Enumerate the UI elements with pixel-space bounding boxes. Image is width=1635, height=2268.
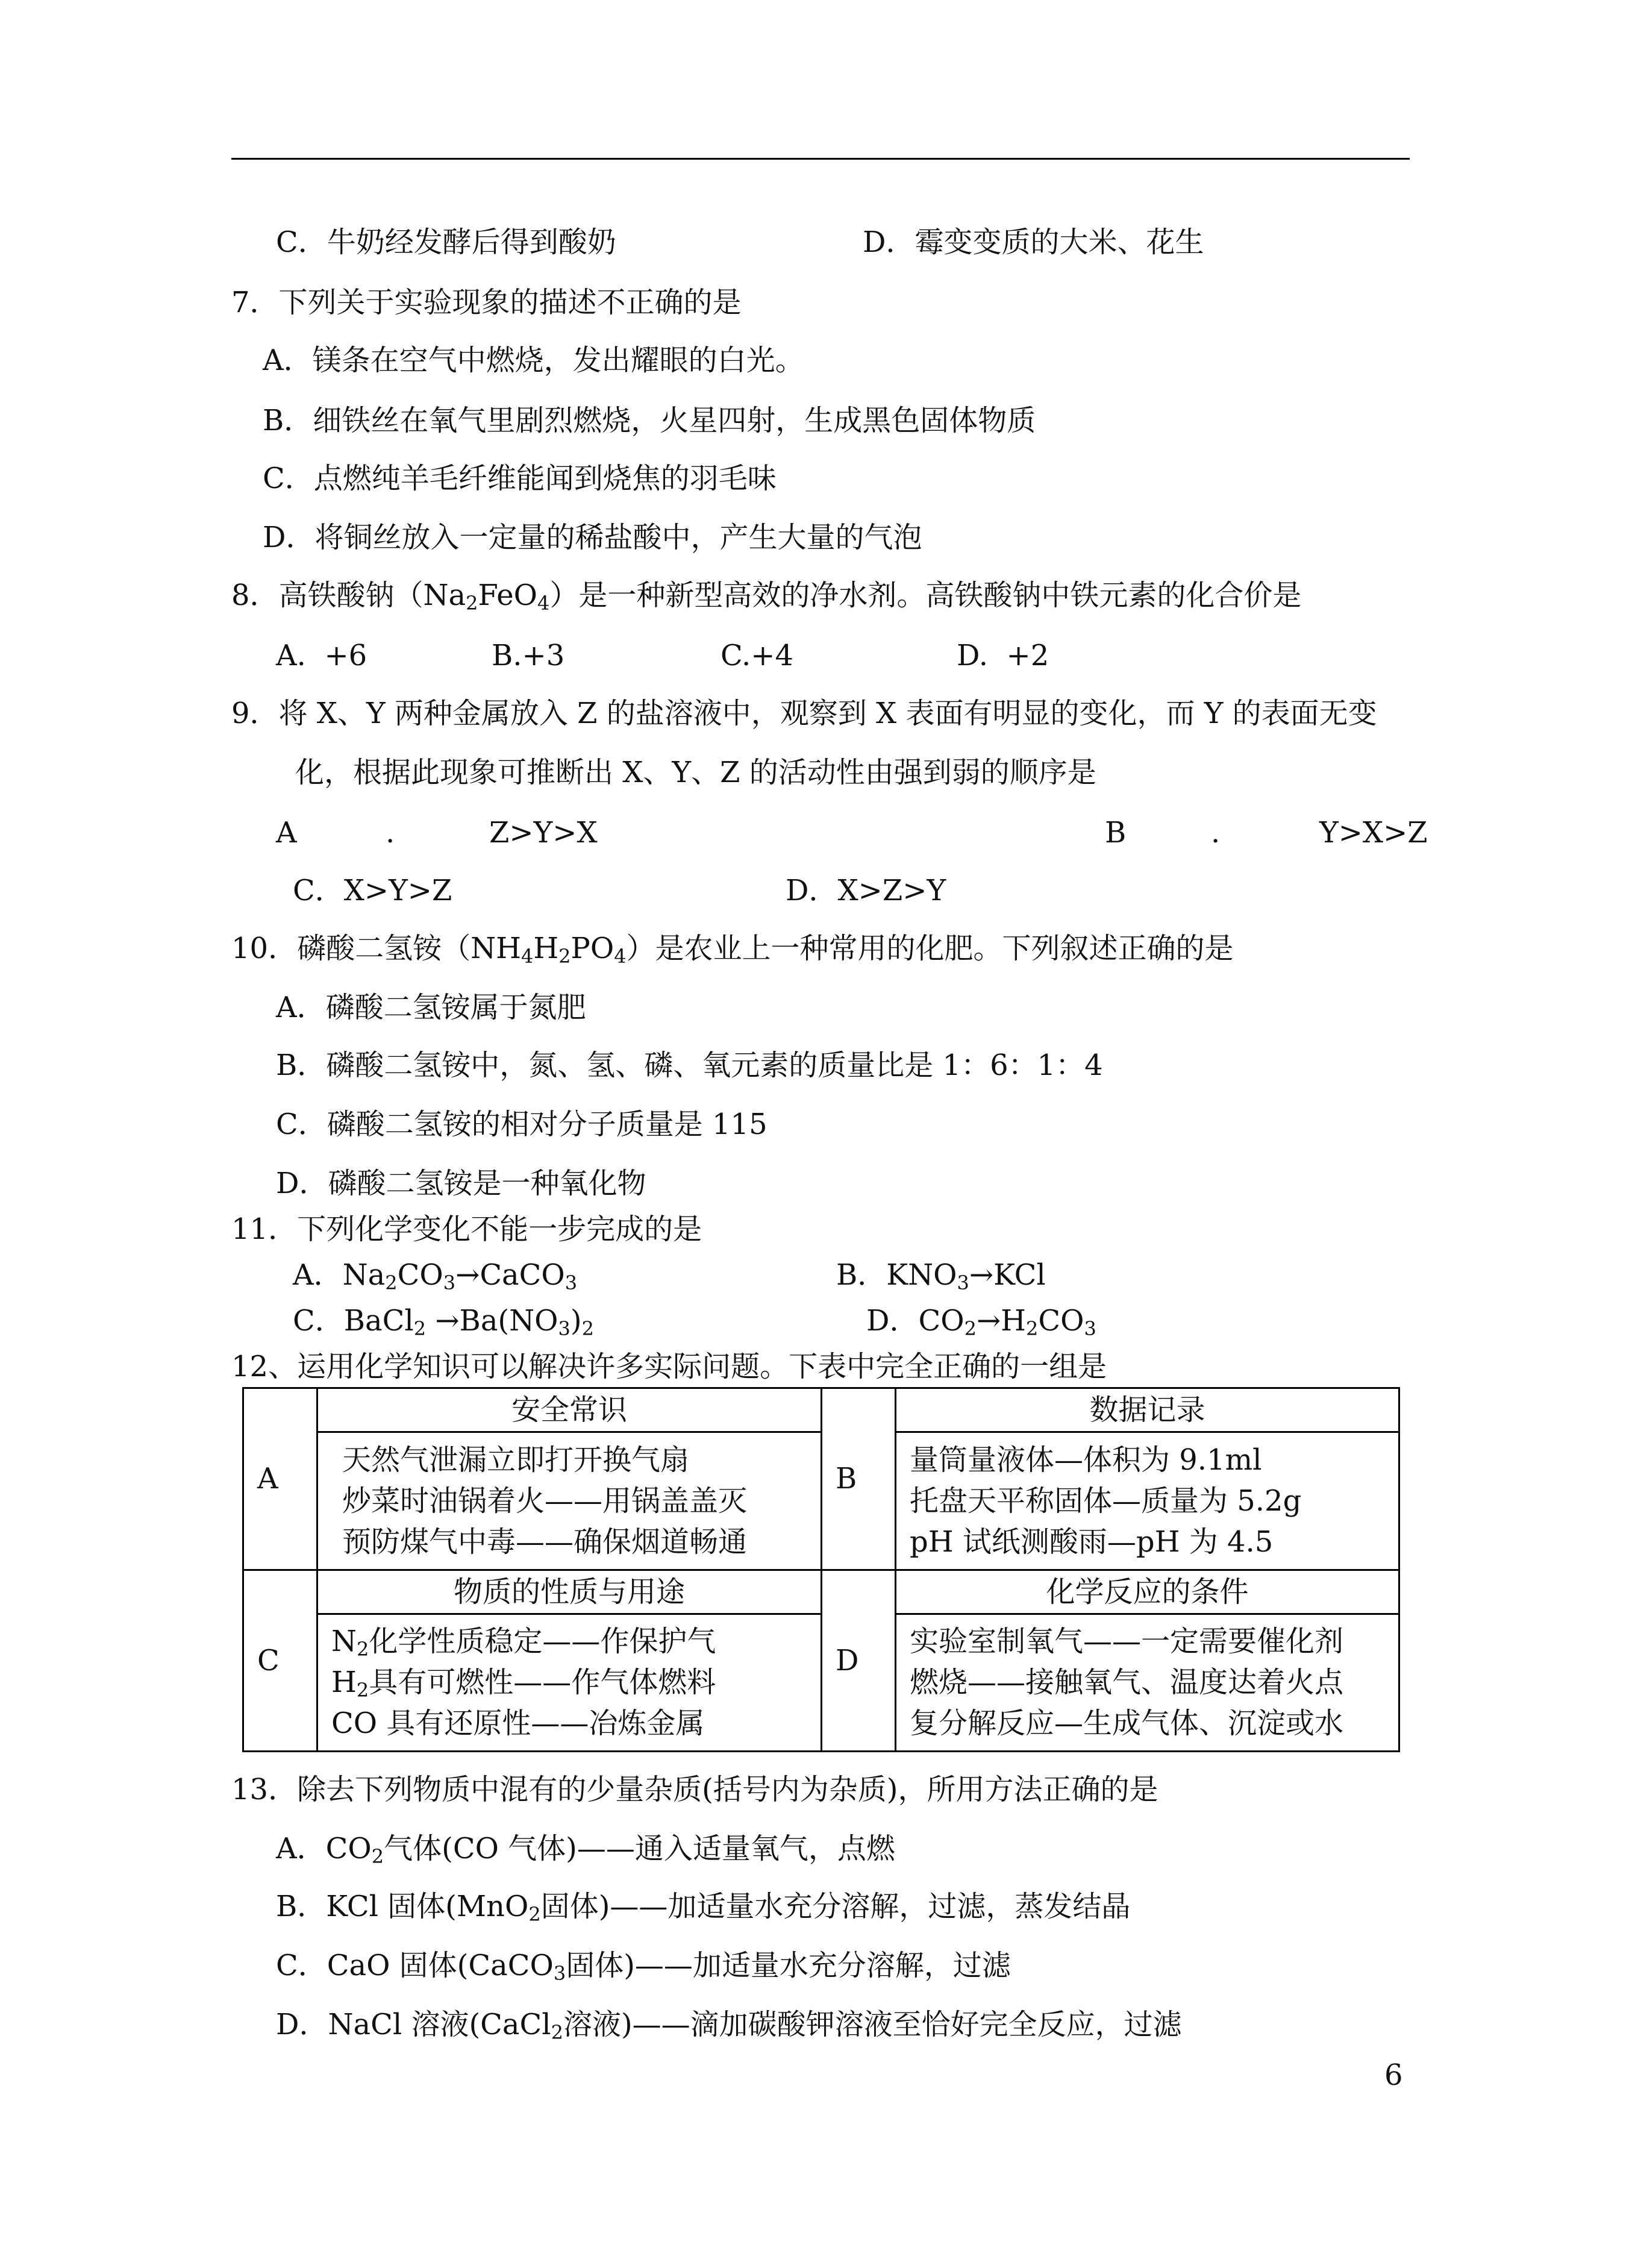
cell-label-c: C (243, 1570, 317, 1752)
cell-header-a: 安全常识 (317, 1388, 822, 1432)
cell-body-c (317, 1614, 822, 1752)
header-rule (231, 158, 1410, 160)
q13-option-b: B．KCl 固体(MnO$_2$固体)——加适量水充分溶解，过滤，蒸发结晶 (276, 1890, 1131, 1926)
q8-option-c: C.+4 (721, 639, 794, 672)
q10-option-c: C．磷酸二氢铵的相对分子质量是 115 (276, 1107, 767, 1141)
cell-label-d: D (822, 1570, 896, 1752)
q9-option-a-dot: . (386, 816, 395, 850)
q12-table (242, 1387, 1400, 1752)
b-line-1: 量筒量液体—体积为 9.1ml (910, 1443, 1262, 1477)
q8-stem: 8．高铁酸钠$(Na_2FeO_4)$是一种新型高效的净水剂。高铁酸钠中铁元素的化合价是 (231, 578, 1302, 615)
q6-option-d: D．霉变变质的大米、花生 (863, 225, 1204, 259)
q13-option-d: D．NaCl 溶液(CaCl$_2$溶液)——滴加碳酸钾溶液至恰好完全反应，过滤 (276, 2008, 1182, 2044)
a-line-1: 天然气泄漏立即打开换气扇 (342, 1443, 690, 1477)
q11-option-d: D．$CO_2\to H_2CO_3$ (866, 1304, 1096, 1340)
q9-option-a-letter: A (276, 816, 297, 850)
c-line-2: $H_2$具有可燃性——作气体燃料 (331, 1665, 716, 1702)
q8-option-d: D. +2 (957, 639, 1049, 672)
q8-option-b: B.+3 (492, 639, 565, 672)
cell-label-b: B (822, 1388, 896, 1570)
q10-stem: 10．磷酸二氢铵$(NH_4H_2PO_4)$是农业上一种常用的化肥。下列叙述正确的是 (231, 932, 1234, 968)
q9-stem-line1: 9．将 X、Y 两种金属放入 Z 的盐溶液中，观察到 X 表面有明显的变化，而 Y 的表面无变 (231, 697, 1377, 730)
cell-header-d: 化学反应的条件 (896, 1570, 1399, 1614)
d-line-1: 实验室制氧气——一定需要催化剂 (910, 1624, 1344, 1659)
cell-header-b: 数据记录 (896, 1388, 1399, 1432)
q11-stem: 11．下列化学变化不能一步完成的是 (231, 1212, 702, 1246)
q9-option-d: D．X>Z>Y (786, 874, 946, 907)
cell-body-b (896, 1432, 1399, 1570)
q9-option-b-letter: B (1105, 816, 1127, 850)
a-line-3: 预防煤气中毒——确保烟道畅通 (342, 1524, 748, 1559)
q7-option-c: C．点燃纯羊毛纤维能闻到烧焦的羽毛味 (263, 462, 777, 495)
q6-option-c: C．牛奶经发酵后得到酸奶 (276, 225, 616, 259)
cell-label-a: A (243, 1388, 317, 1570)
q7-option-b: B．细铁丝在氧气里剧烈燃烧，火星四射，生成黑色固体物质 (263, 404, 1036, 437)
cell-header-c: 物质的性质与用途 (317, 1570, 822, 1614)
b-line-2: 托盘天平称固体—质量为 5.2g (910, 1483, 1302, 1518)
q9-option-b-dot: . (1211, 816, 1221, 850)
q7-option-d: D．将铜丝放入一定量的稀盐酸中，产生大量的气泡 (263, 521, 922, 554)
a-line-2: 炒菜时油锅着火——用锅盖盖灭 (342, 1483, 748, 1518)
c-line-3: CO 具有还原性——冶炼金属 (331, 1706, 705, 1741)
q12-stem: 12、运用化学知识可以解决许多实际问题。下表中完全正确的一组是 (231, 1350, 1107, 1383)
q7-option-a: A．镁条在空气中燃烧，发出耀眼的白光。 (263, 343, 804, 377)
q10-option-b: B．磷酸二氢铵中，氮、氢、磷、氧元素的质量比是 1：6：1：4 (276, 1048, 1103, 1082)
q10-option-a: A．磷酸二氢铵属于氮肥 (276, 991, 586, 1024)
d-line-3: 复分解反应—生成气体、沉淀或水 (910, 1706, 1344, 1741)
c-line-1: $N_2$化学性质稳定——作保护气 (331, 1624, 716, 1661)
q13-option-a: A．$CO_2$气体(CO 气体)——通入适量氧气，点燃 (276, 1832, 895, 1868)
q9-option-a-value: Z>Y>X (489, 816, 598, 850)
page-number: 6 (1384, 2058, 1403, 2092)
q13-stem: 13．除去下列物质中混有的少量杂质(括号内为杂质)，所用方法正确的是 (231, 1773, 1158, 1806)
d-line-2: 燃烧——接触氧气、温度达着火点 (910, 1665, 1344, 1700)
cell-body-d (896, 1614, 1399, 1752)
q7-stem: 7．下列关于实验现象的描述不正确的是 (231, 286, 742, 319)
q11-option-c: C．BaCl$_2$ $\to Ba(NO_3)_2$ (293, 1304, 594, 1340)
cell-body-a (317, 1432, 822, 1570)
q11-option-b: B．$KNO_3\to KCl$ (836, 1258, 1046, 1294)
q11-option-a: A．$Na_2CO_3\to CaCO_3$ (293, 1258, 578, 1294)
q8-option-a: A. +6 (276, 639, 367, 672)
q9-option-b-value: Y>X>Z (1319, 816, 1428, 850)
q10-option-d: D．磷酸二氢铵是一种氧化物 (276, 1167, 646, 1200)
q9-stem-line2: 化，根据此现象可推断出 X、Y、Z 的活动性由强到弱的顺序是 (295, 756, 1096, 789)
q9-option-c: C．X>Y>Z (293, 874, 452, 907)
b-line-3: pH 试纸测酸雨—pH 为 4.5 (910, 1524, 1274, 1559)
q13-option-c: C．CaO 固体(CaCO$_3$固体)——加适量水充分溶解，过滤 (276, 1949, 1011, 1985)
